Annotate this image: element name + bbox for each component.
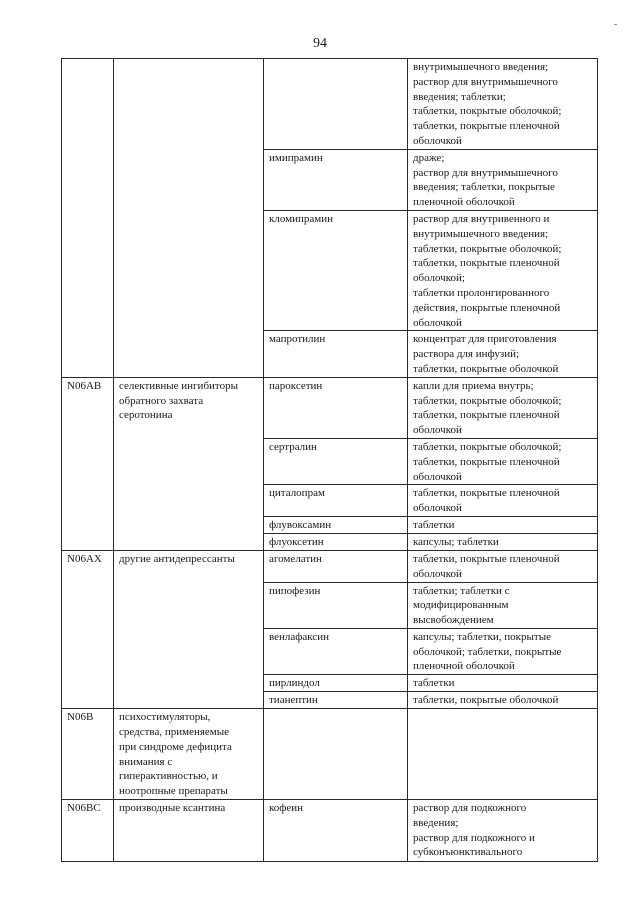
dosage-forms-cell: капли для приема внутрь; таблетки, покрытые оболочкой; таблетки, покрытые пленочной оболочкой [408, 377, 598, 438]
atc-code-cell: N06BC [62, 800, 114, 862]
drug-name-cell [264, 59, 408, 150]
dosage-forms-cell: раствор для подкожного введения; раствор для подкожного и субконъюнктивального [408, 800, 598, 862]
drug-name-cell: венлафаксин [264, 628, 408, 674]
drug-table [61, 58, 598, 862]
group-name-cell: психостимуляторы, средства, применяемые при синдроме дефицита внимания с гиперактивностью, и ноотропные препараты [114, 709, 264, 800]
dosage-forms-cell: таблетки, покрытые оболочкой; таблетки, покрытые пленочной оболочкой [408, 438, 598, 484]
drug-name-cell: мапротилин [264, 331, 408, 377]
drug-name-cell: пароксетин [264, 377, 408, 438]
table-row [62, 550, 598, 582]
group-name-cell: селективные ингибиторы обратного захвата серотонина [114, 377, 264, 550]
dosage-forms-cell: таблетки [408, 675, 598, 692]
drug-name-cell [264, 709, 408, 800]
group-name-cell: другие антидепрессанты [114, 550, 264, 708]
table-row [62, 709, 598, 800]
drug-name-cell: агомелатин [264, 550, 408, 582]
group-name-cell: производные ксантина [114, 800, 264, 862]
atc-code-cell: N06B [62, 709, 114, 800]
table-row [62, 377, 598, 438]
dosage-forms-cell: таблетки, покрытые пленочной оболочкой [408, 550, 598, 582]
drug-name-cell: имипрамин [264, 149, 408, 210]
dosage-forms-cell [408, 709, 598, 800]
dosage-forms-cell: таблетки, покрытые пленочной оболочкой [408, 485, 598, 517]
drug-name-cell: пипофезин [264, 582, 408, 628]
drug-name-cell: тианептин [264, 692, 408, 709]
group-name-cell [114, 59, 264, 378]
dosage-forms-cell: драже; раствор для внутримышечного введения; таблетки, покрытые пленочной оболочкой [408, 149, 598, 210]
table-row [62, 800, 598, 862]
drug-name-cell: кофеин [264, 800, 408, 862]
atc-code-cell: N06AB [62, 377, 114, 550]
dosage-forms-cell: внутримышечного введения; раствор для внутримышечного введения; таблетки; таблетки, покрытые оболочкой; таблетки, покрытые пленочной оболочкой [408, 59, 598, 150]
drug-name-cell: кломипрамин [264, 210, 408, 330]
scan-mark [596, 858, 599, 859]
atc-code-cell: N06AX [62, 550, 114, 708]
dosage-forms-cell: таблетки, покрытые оболочкой [408, 692, 598, 709]
drug-name-cell: флуоксетин [264, 533, 408, 550]
table-row [62, 59, 598, 150]
dosage-forms-cell: таблетки; таблетки с модифицированным высвобождением [408, 582, 598, 628]
scan-mark [614, 24, 617, 25]
atc-code-cell [62, 59, 114, 378]
dosage-forms-cell: раствор для внутривенного и внутримышечного введения; таблетки, покрытые оболочкой; таблетки, покрытые пленочной оболочкой; таблетки пролонгированного действия, покрытые пленочной оболочкой [408, 210, 598, 330]
drug-name-cell: циталопрам [264, 485, 408, 517]
drug-name-cell: пирлиндол [264, 675, 408, 692]
dosage-forms-cell: капсулы; таблетки, покрытые оболочкой; таблетки, покрытые пленочной оболочкой [408, 628, 598, 674]
dosage-forms-cell: концентрат для приготовления раствора для инфузий; таблетки, покрытые оболочкой [408, 331, 598, 377]
drug-name-cell: флувоксамин [264, 516, 408, 533]
dosage-forms-cell: капсулы; таблетки [408, 533, 598, 550]
dosage-forms-cell: таблетки [408, 516, 598, 533]
page-number: 94 [313, 36, 327, 51]
drug-name-cell: сертралин [264, 438, 408, 484]
